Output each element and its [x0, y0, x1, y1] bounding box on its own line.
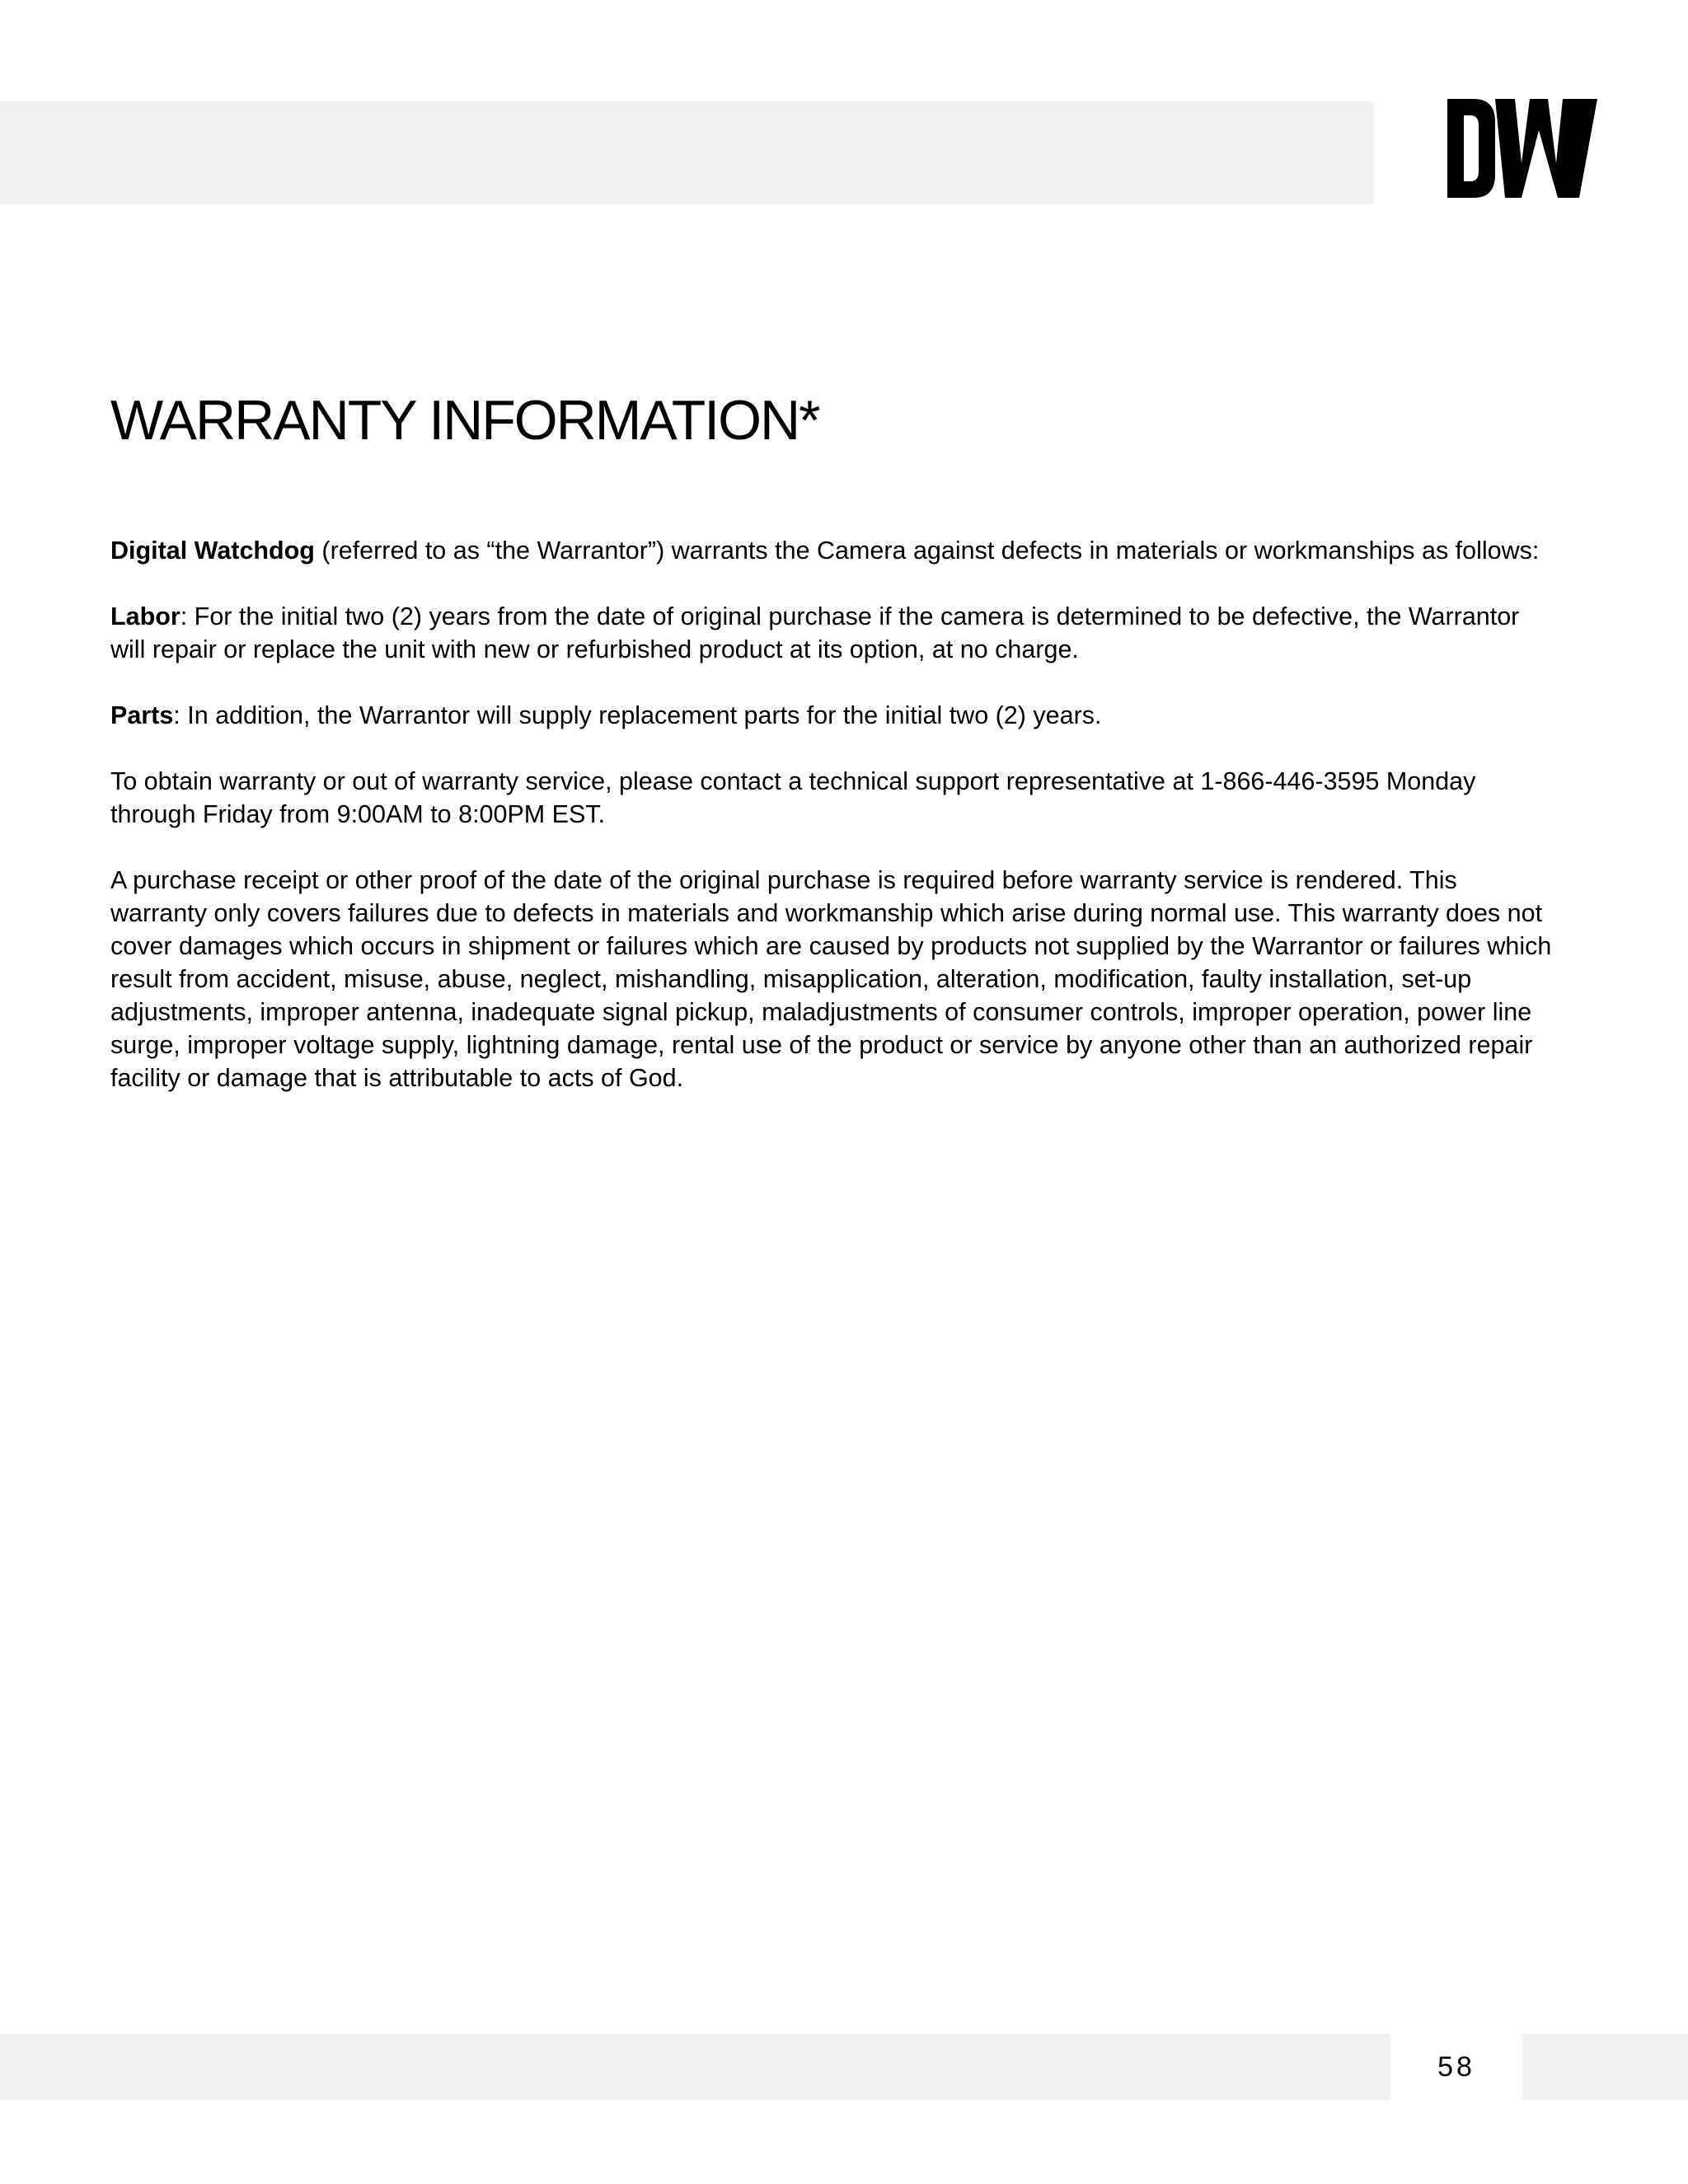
dw-logo	[1446, 97, 1599, 199]
paragraph-text: To obtain warranty or out of warranty service, please contact a technical support representative at 1-866-446-3595 Monday through Friday from 9:00AM to 8:00PM EST.	[110, 767, 1476, 828]
paragraph-labor	[110, 600, 1553, 666]
page-number: 58	[1437, 2051, 1475, 2083]
paragraph-parts	[110, 699, 1553, 732]
dw-logo-mark	[1446, 97, 1599, 199]
bold-term-parts: Parts	[110, 701, 174, 729]
footer-band-right	[1522, 2034, 1688, 2100]
warranty-body	[110, 534, 1553, 1127]
footer-band-left	[0, 2034, 1390, 2100]
bold-term-labor: Labor	[110, 602, 181, 630]
page-title: WARRANTY INFORMATION*	[110, 389, 819, 452]
paragraph-text: : In addition, the Warrantor will supply replacement parts for the initial two (2) years.	[173, 701, 1102, 729]
header-band	[0, 101, 1374, 204]
paragraph-text: A purchase receipt or other proof of the date of the original purchase is required before warranty service is rendered. This warranty only covers failures due to defects in materials and workmanship which arise during normal use. This warranty does not cover damages which occurs in shipment or failures which are caused by products not supplied by the Warrantor or failures which result from accident, misuse, abuse, neglect, mishandling, misapplication, alteration, modification, faulty installation, set-up adjustments, improper antenna, inadequate signal pickup, maladjustments of consumer controls, improper operation, power line surge, improper voltage supply, lightning damage, rental use of the product or service by anyone other than an authorized repair facility or damage that is attributable to acts of God.	[110, 866, 1552, 1092]
paragraph-warrantor	[110, 534, 1553, 567]
paragraph-text: (referred to as “the Warrantor”) warrants the Camera against defects in materials or workmanships as follows:	[314, 537, 1540, 565]
bold-term-digital-watchdog: Digital Watchdog	[110, 537, 315, 565]
paragraph-service-contact	[110, 765, 1553, 831]
paragraph-conditions	[110, 864, 1553, 1094]
paragraph-text: : For the initial two (2) years from the date of original purchase if the camera is determined to be defective, the Warrantor will repair or replace the unit with new or refurbished product at its option, at no charge.	[110, 602, 1520, 663]
